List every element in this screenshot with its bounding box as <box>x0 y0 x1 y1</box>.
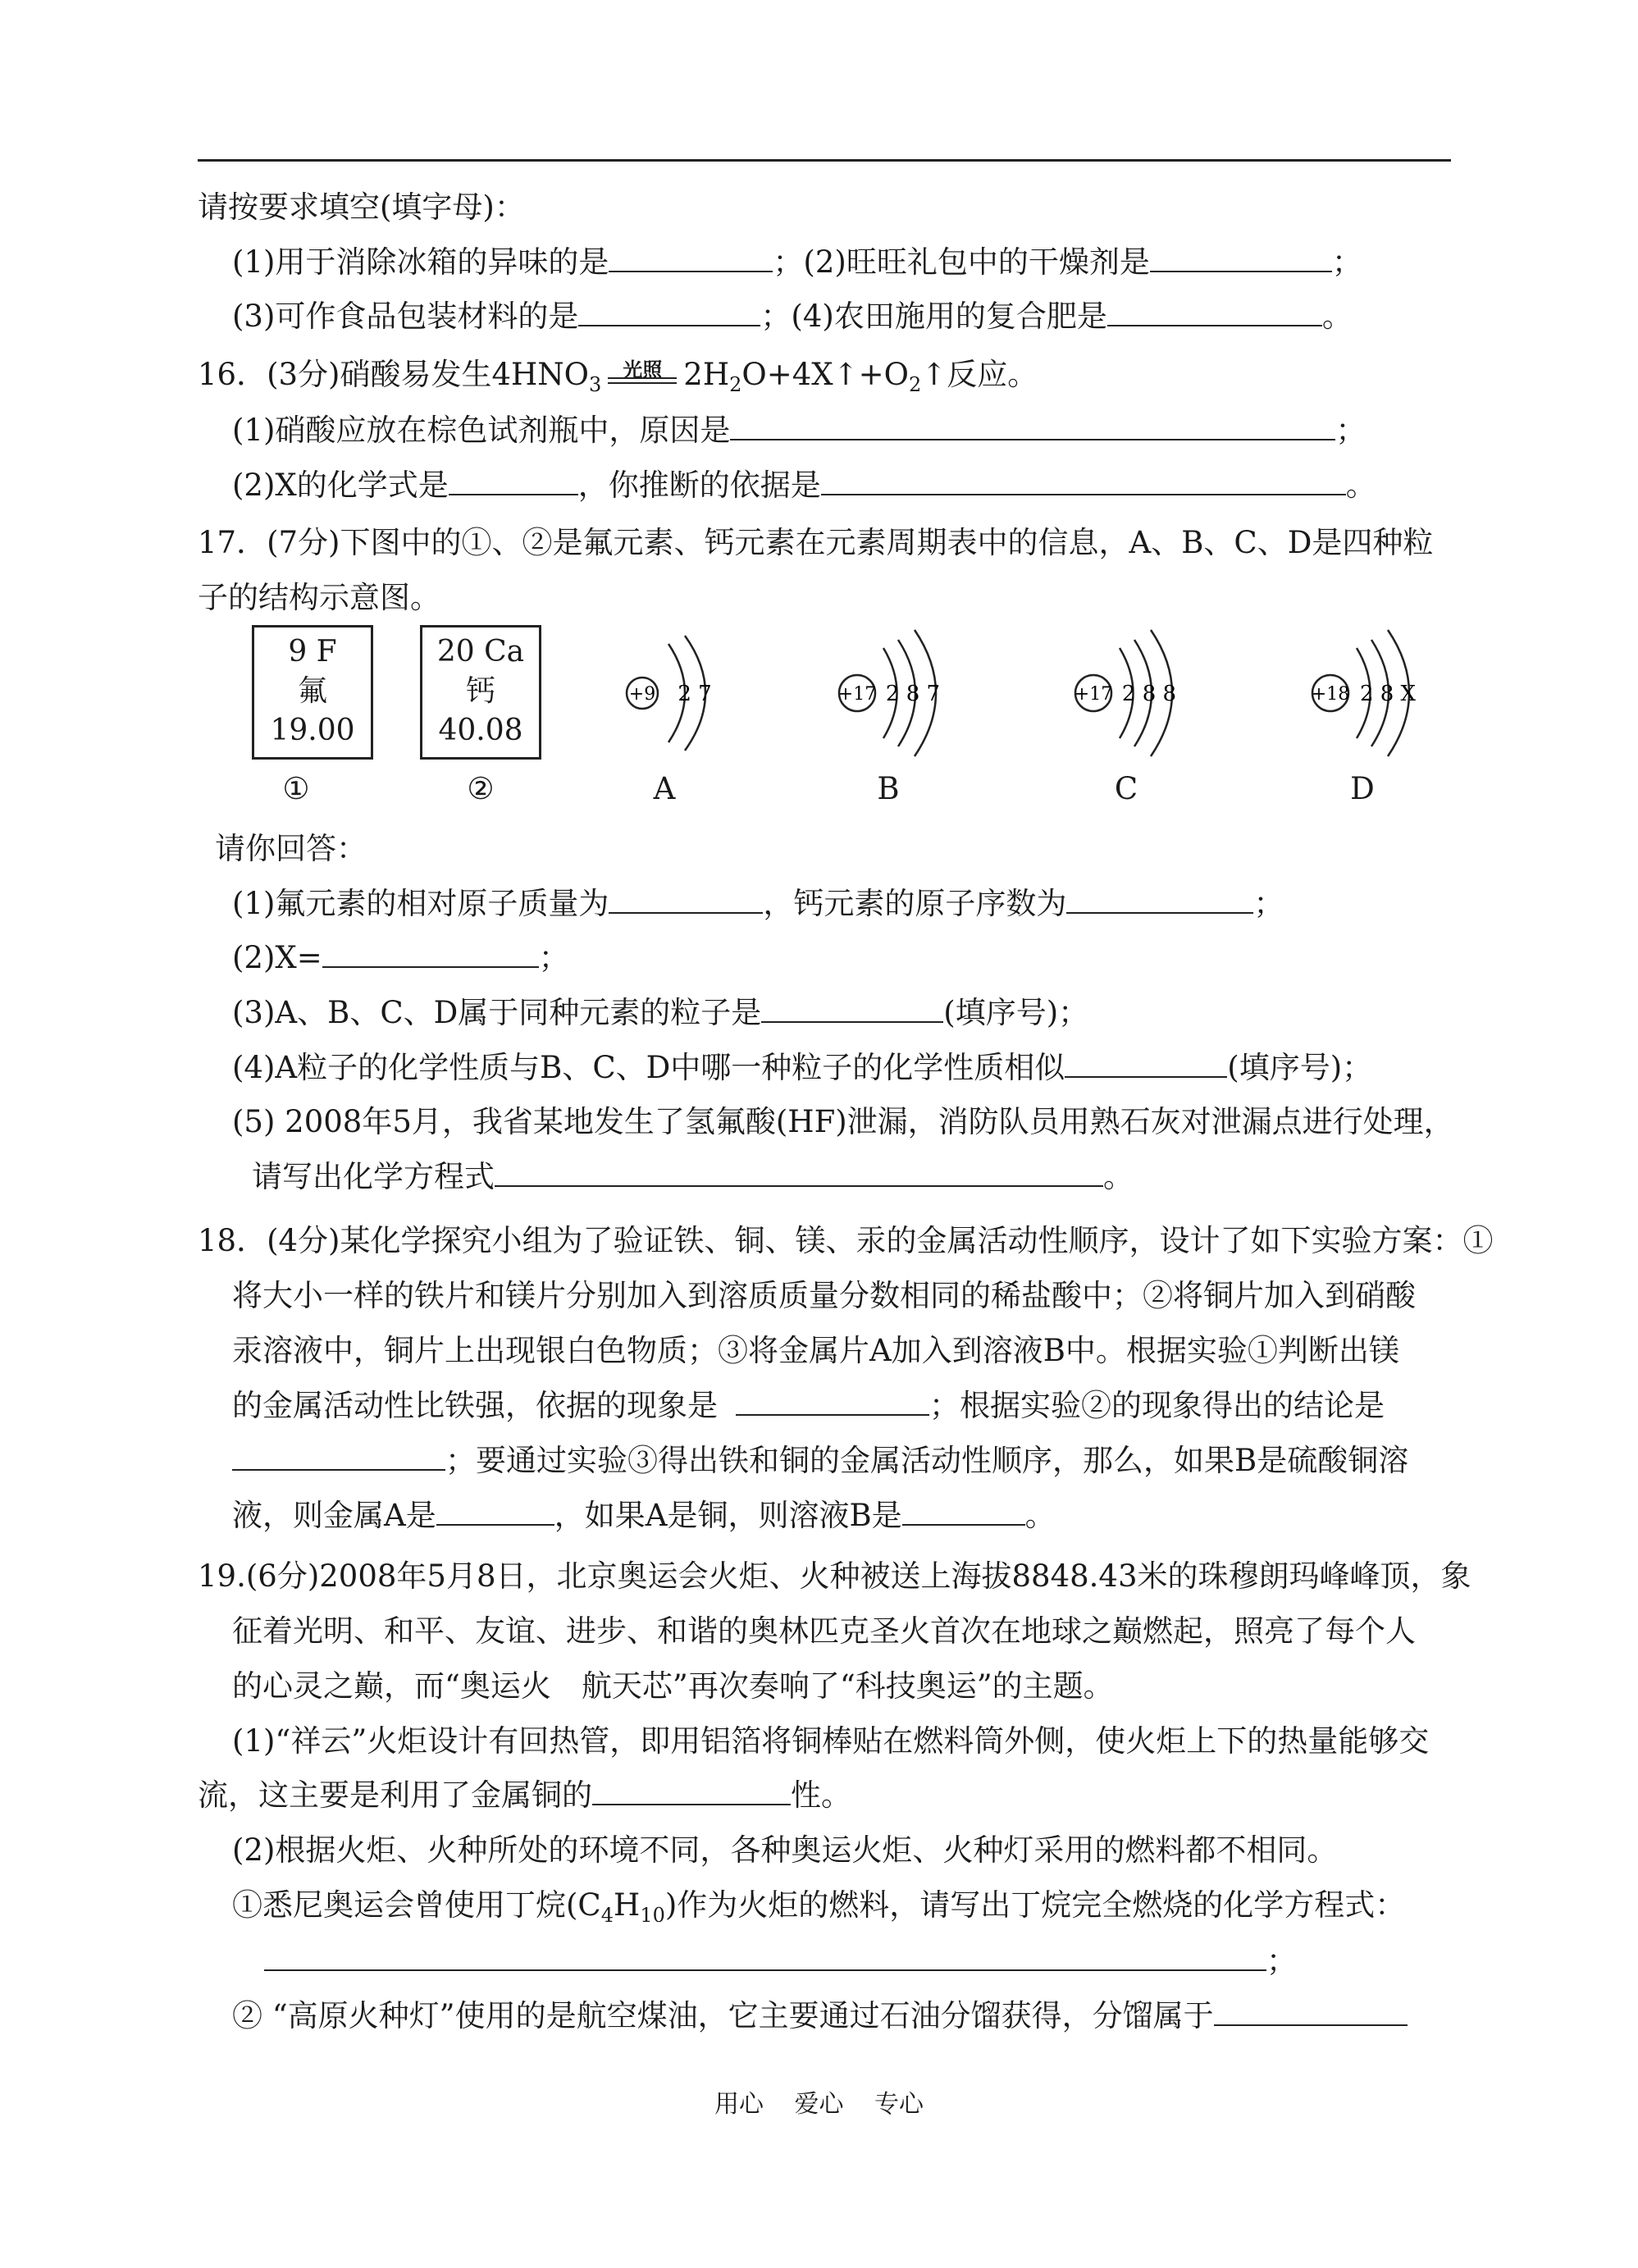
electron-shells: 2 8 8 <box>1121 682 1177 706</box>
q19-sub2: (2)根据火炬、火种所处的环境不同，各种奥运火炬、火种灯采用的燃料都不相同。 <box>232 1832 1338 1868</box>
atom-diagram-b <box>833 623 997 763</box>
fluorine-element-box: 9 F 氟 19.00 <box>252 625 373 760</box>
answer-blank[interactable] <box>736 1386 929 1416</box>
answer-blank[interactable] <box>1065 1048 1227 1078</box>
answer-blank[interactable] <box>449 466 578 495</box>
answer-blank[interactable] <box>1066 884 1253 914</box>
reaction-condition: 光照 <box>608 361 677 394</box>
q16-heading: 16．(3分)硝酸易发生$4HNO_3$ 光照 $2H_2O+4X↑+O_2↑$反应。 <box>198 357 1038 396</box>
q17-heading: 17．(7分)下图中的①、②是氟元素、钙元素在元素周期表中的信息，A、B、C、D是四种粒 <box>198 525 1434 560</box>
label-c: C <box>1114 771 1138 806</box>
atom-diagram-c <box>1069 623 1233 763</box>
answer-blank[interactable] <box>821 466 1346 495</box>
q15-line1: (1)用于消除冰箱的异味的是 ；(2)旺旺礼包中的干燥剂是 ； <box>232 244 1362 280</box>
q19-sub2a-answer: ； <box>264 1941 1297 1982</box>
answer-blank[interactable] <box>609 243 773 272</box>
label-circle-1: ① <box>282 771 310 806</box>
q18-line6: 液，则金属A是 ，如果A是铜，则溶液B是 。 <box>232 1498 1056 1533</box>
nucleus-charge: +9 <box>628 684 656 705</box>
q17-sub2: (2)X= ； <box>232 940 569 975</box>
answer-blank[interactable] <box>730 411 1335 440</box>
q17-sub5-cont: 请写出化学方程式 。 <box>252 1159 1134 1194</box>
electron-shells: 2 8 X <box>1359 682 1417 706</box>
q19-line3: 的心灵之巅，而“奥运火 航天芯”再次奏响了“科技奥运”的主题。 <box>232 1668 1114 1704</box>
answer-blank[interactable] <box>578 297 760 326</box>
q19-sub2a: ①悉尼奥运会曾使用丁烷$(C_4H_{10})$作为火炬的燃料，请写出丁烷完全燃烧的化学方程式： <box>232 1887 1406 1927</box>
q18-line3: 汞溶液中，铜片上出现银白色物质；③将金属片A加入到溶液B中。根据实验①判断出镁 <box>232 1333 1399 1368</box>
nucleus-charge: +17 <box>1074 684 1113 705</box>
answer-blank[interactable] <box>1150 243 1332 272</box>
q18-line2: 将大小一样的铁片和镁片分别加入到溶质质量分数相同的稀盐酸中；②将铜片加入到硝酸 <box>232 1278 1416 1313</box>
q17-heading-cont: 子的结构示意图。 <box>198 580 440 615</box>
q17-ask: 请你回答： <box>215 831 367 866</box>
answer-blank[interactable] <box>264 1942 1266 1971</box>
page-footer: 用心 爱心 专心 <box>714 2090 924 2119</box>
q19-sub1: (1)“祥云”火炬设计有回热管，即用铝箔将铜棒贴在燃料筒外侧，使火炬上下的热量能够交 <box>232 1723 1430 1759</box>
answer-blank[interactable] <box>1214 1996 1408 2026</box>
q17-sub1: (1)氟元素的相对原子质量为 ，钙元素的原子序数为 ； <box>232 886 1284 921</box>
answer-blank[interactable] <box>761 993 943 1023</box>
calcium-element-box: 20 Ca 钙 40.08 <box>420 625 541 760</box>
q19-line1: 19.(6分)2008年5月8日，北京奥运会火炬、火种被送上海拔8848.43米的珠穆朗玛峰峰顶，象 <box>198 1558 1471 1594</box>
answer-blank[interactable] <box>902 1496 1025 1526</box>
intro-text: 请按要求填空(填字母)： <box>198 189 525 225</box>
nucleus-charge: +18 <box>1311 684 1350 705</box>
answer-blank[interactable] <box>592 1776 791 1805</box>
q17-sub5: (5) 2008年5月，我省某地发生了氢氟酸(HF)泄漏，消防队员用熟石灰对泄漏点进行处理， <box>232 1104 1454 1139</box>
nucleus-charge: +17 <box>837 684 877 705</box>
q17-sub4: (4)A粒子的化学性质与B、C、D中哪一种粒子的化学性质相似 (填序号)； <box>232 1050 1373 1085</box>
atom-diagram-d <box>1306 623 1470 763</box>
atom-diagram-a <box>611 623 759 763</box>
answer-blank[interactable] <box>232 1441 445 1471</box>
label-d: D <box>1350 771 1375 806</box>
label-circle-2: ② <box>467 771 495 806</box>
q16-sub1: (1)硝酸应放在棕色试剂瓶中，原因是 ； <box>232 413 1367 448</box>
answer-blank[interactable] <box>322 938 539 968</box>
q16-sub2: (2)X的化学式是 ，你推断的依据是 。 <box>232 468 1376 503</box>
q19-sub2b: ② “高原火种灯”使用的是航空煤油，它主要通过石油分馏获得，分馏属于 <box>232 1996 1408 2037</box>
q15-line2: (3)可作食品包装材料的是 ；(4)农田施用的复合肥是 。 <box>232 299 1353 334</box>
electron-shells: 2 7 <box>678 682 712 706</box>
answer-blank[interactable] <box>1107 297 1322 326</box>
answer-blank[interactable] <box>495 1157 1103 1187</box>
q19-line2: 征着光明、和平、友谊、进步、和谐的奥林匹克圣火首次在地球之巅燃起，照亮了每个人 <box>232 1613 1416 1649</box>
q18-line1: 18．(4分)某化学探究小组为了验证铁、铜、镁、汞的金属活动性顺序，设计了如下实验方案：① <box>198 1223 1494 1258</box>
q18-line4: 的金属活动性比铁强，依据的现象是 ；根据实验②的现象得出的结论是 <box>232 1388 1385 1423</box>
q19-sub1-cont: 流，这主要是利用了金属铜的 性。 <box>198 1777 851 1813</box>
header-rule <box>198 159 1451 162</box>
electron-shells: 2 8 7 <box>885 682 941 706</box>
answer-blank[interactable] <box>436 1496 554 1526</box>
answer-blank[interactable] <box>609 884 763 914</box>
q17-sub3: (3)A、B、C、D属于同种元素的粒子是 (填序号)； <box>232 995 1089 1030</box>
label-a: A <box>653 771 676 806</box>
q18-line5: ；要通过实验③得出铁和铜的金属活动性顺序，那么，如果B是硫酸铜溶 <box>232 1440 1408 1481</box>
label-b: B <box>877 771 900 806</box>
